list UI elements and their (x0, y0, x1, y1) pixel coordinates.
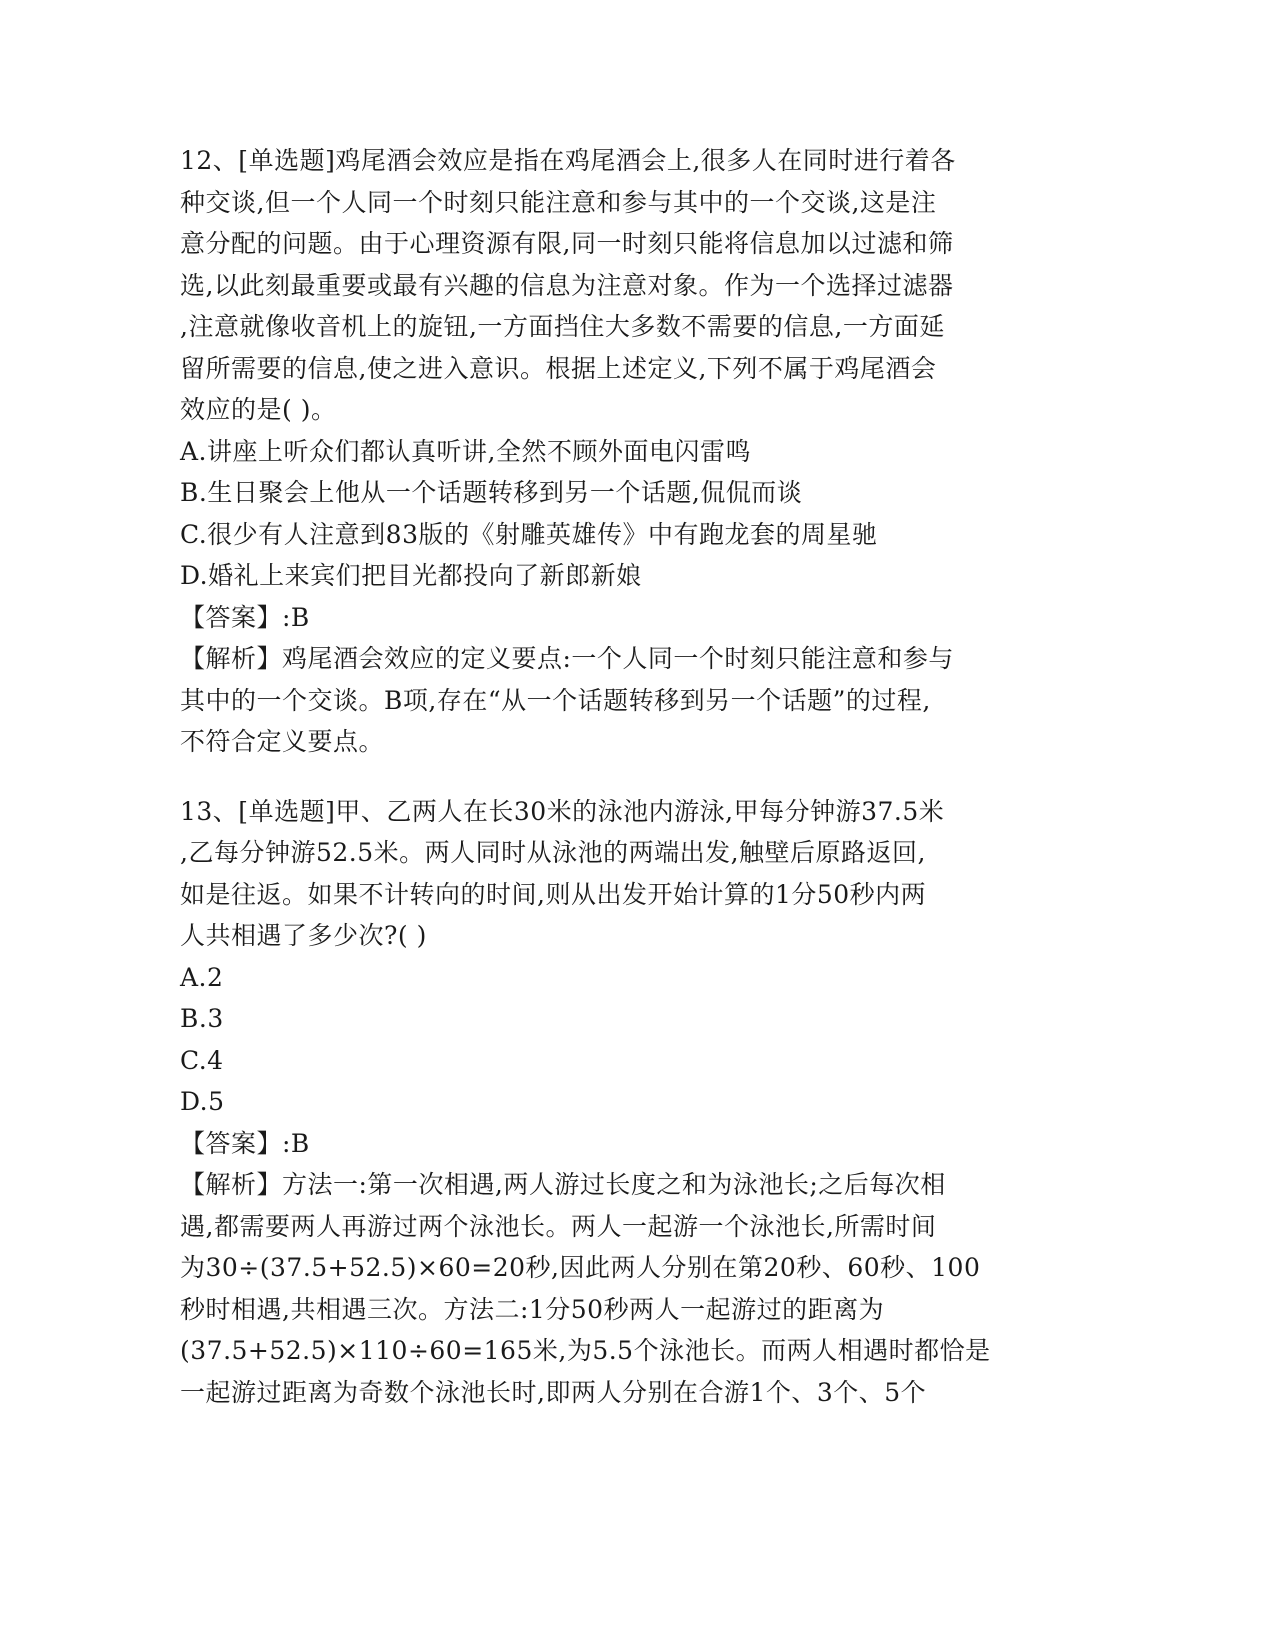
option-c: C.4 (180, 1045, 224, 1075)
stem-line: ,乙每分钟游52.5米。两人同时从泳池的两端出发,触壁后原路返回, (180, 838, 927, 867)
question-stem (180, 791, 1040, 957)
analysis-line: (37.5+52.5)×110÷60=165米,为5.5个泳池长。而两人相遇时都恰是 (180, 1336, 991, 1365)
stem-line: 留所需要的信息,使之进入意识。根据上述定义,下列不属于鸡尾酒会 (180, 353, 937, 383)
option-d: D.婚礼上来宾们把目光都投向了新郎新娘 (180, 561, 642, 590)
analysis-line: 遇,都需要两人再游过两个泳池长。两人一起游一个泳池长,所需时间 (180, 1211, 937, 1241)
stem-line: 人共相遇了多少次?( ) (180, 921, 427, 950)
answer: 【答案】:B (180, 602, 310, 632)
question-stem (180, 140, 1040, 431)
stem-line: 选,以此刻最重要或最有兴趣的信息为注意对象。作为一个选择过滤器 (180, 270, 954, 300)
option-a: A.讲座上听众们都认真听讲,全然不顾外面电闪雷鸣 (180, 436, 751, 466)
option-b: B.生日聚会上他从一个话题转移到另一个话题,侃侃而谈 (180, 478, 803, 507)
analysis-line: 【解析】鸡尾酒会效应的定义要点:一个人同一个时刻只能注意和参与 (180, 644, 954, 673)
question-spacer (180, 763, 1040, 791)
option-b: B.3 (180, 1004, 224, 1033)
analysis-line: 其中的一个交谈。B项,存在“从一个话题转移到另一个话题”的过程, (180, 685, 931, 715)
option-a: A.2 (180, 962, 224, 992)
stem-line: ,注意就像收音机上的旋钮,一方面挡住大多数不需要的信息,一方面延 (180, 312, 945, 341)
option-c: C.很少有人注意到83版的《射雕英雄传》中有跑龙套的周星驰 (180, 519, 878, 549)
option-list (180, 431, 1040, 597)
analysis (180, 1164, 1040, 1413)
stem-line: 种交谈,但一个人同一个时刻只能注意和参与其中的一个交谈,这是注 (180, 187, 937, 217)
analysis-line: 不符合定义要点。 (180, 727, 385, 756)
stem-line: 如是往返。如果不计转向的时间,则从出发开始计算的1分50秒内两 (180, 879, 927, 909)
analysis-line: 一起游过距离为奇数个泳池长时,即两人分别在合游1个、3个、5个 (180, 1377, 927, 1407)
answer: 【答案】:B (180, 1128, 310, 1158)
question-12 (180, 140, 1040, 763)
option-list (180, 957, 1040, 1123)
analysis (180, 638, 1040, 763)
stem-line: 13、[单选题]甲、乙两人在长30米的泳池内游泳,甲每分钟游37.5米 (180, 796, 945, 826)
stem-line: 效应的是( )。 (180, 395, 337, 424)
question-13 (180, 791, 1040, 1414)
stem-line: 意分配的问题。由于心理资源有限,同一时刻只能将信息加以过滤和筛 (180, 229, 954, 258)
analysis-line: 【解析】方法一:第一次相遇,两人游过长度之和为泳池长;之后每次相 (180, 1170, 946, 1199)
stem-line: 12、[单选题]鸡尾酒会效应是指在鸡尾酒会上,很多人在同时进行着各 (180, 146, 956, 175)
analysis-line: 秒时相遇,共相遇三次。方法二:1分50秒两人一起游过的距离为 (180, 1294, 885, 1324)
option-d: D.5 (180, 1087, 225, 1116)
document-page (180, 140, 1040, 1413)
analysis-line: 为30÷(37.5+52.5)×60=20秒,因此两人分别在第20秒、60秒、100 (180, 1253, 981, 1282)
